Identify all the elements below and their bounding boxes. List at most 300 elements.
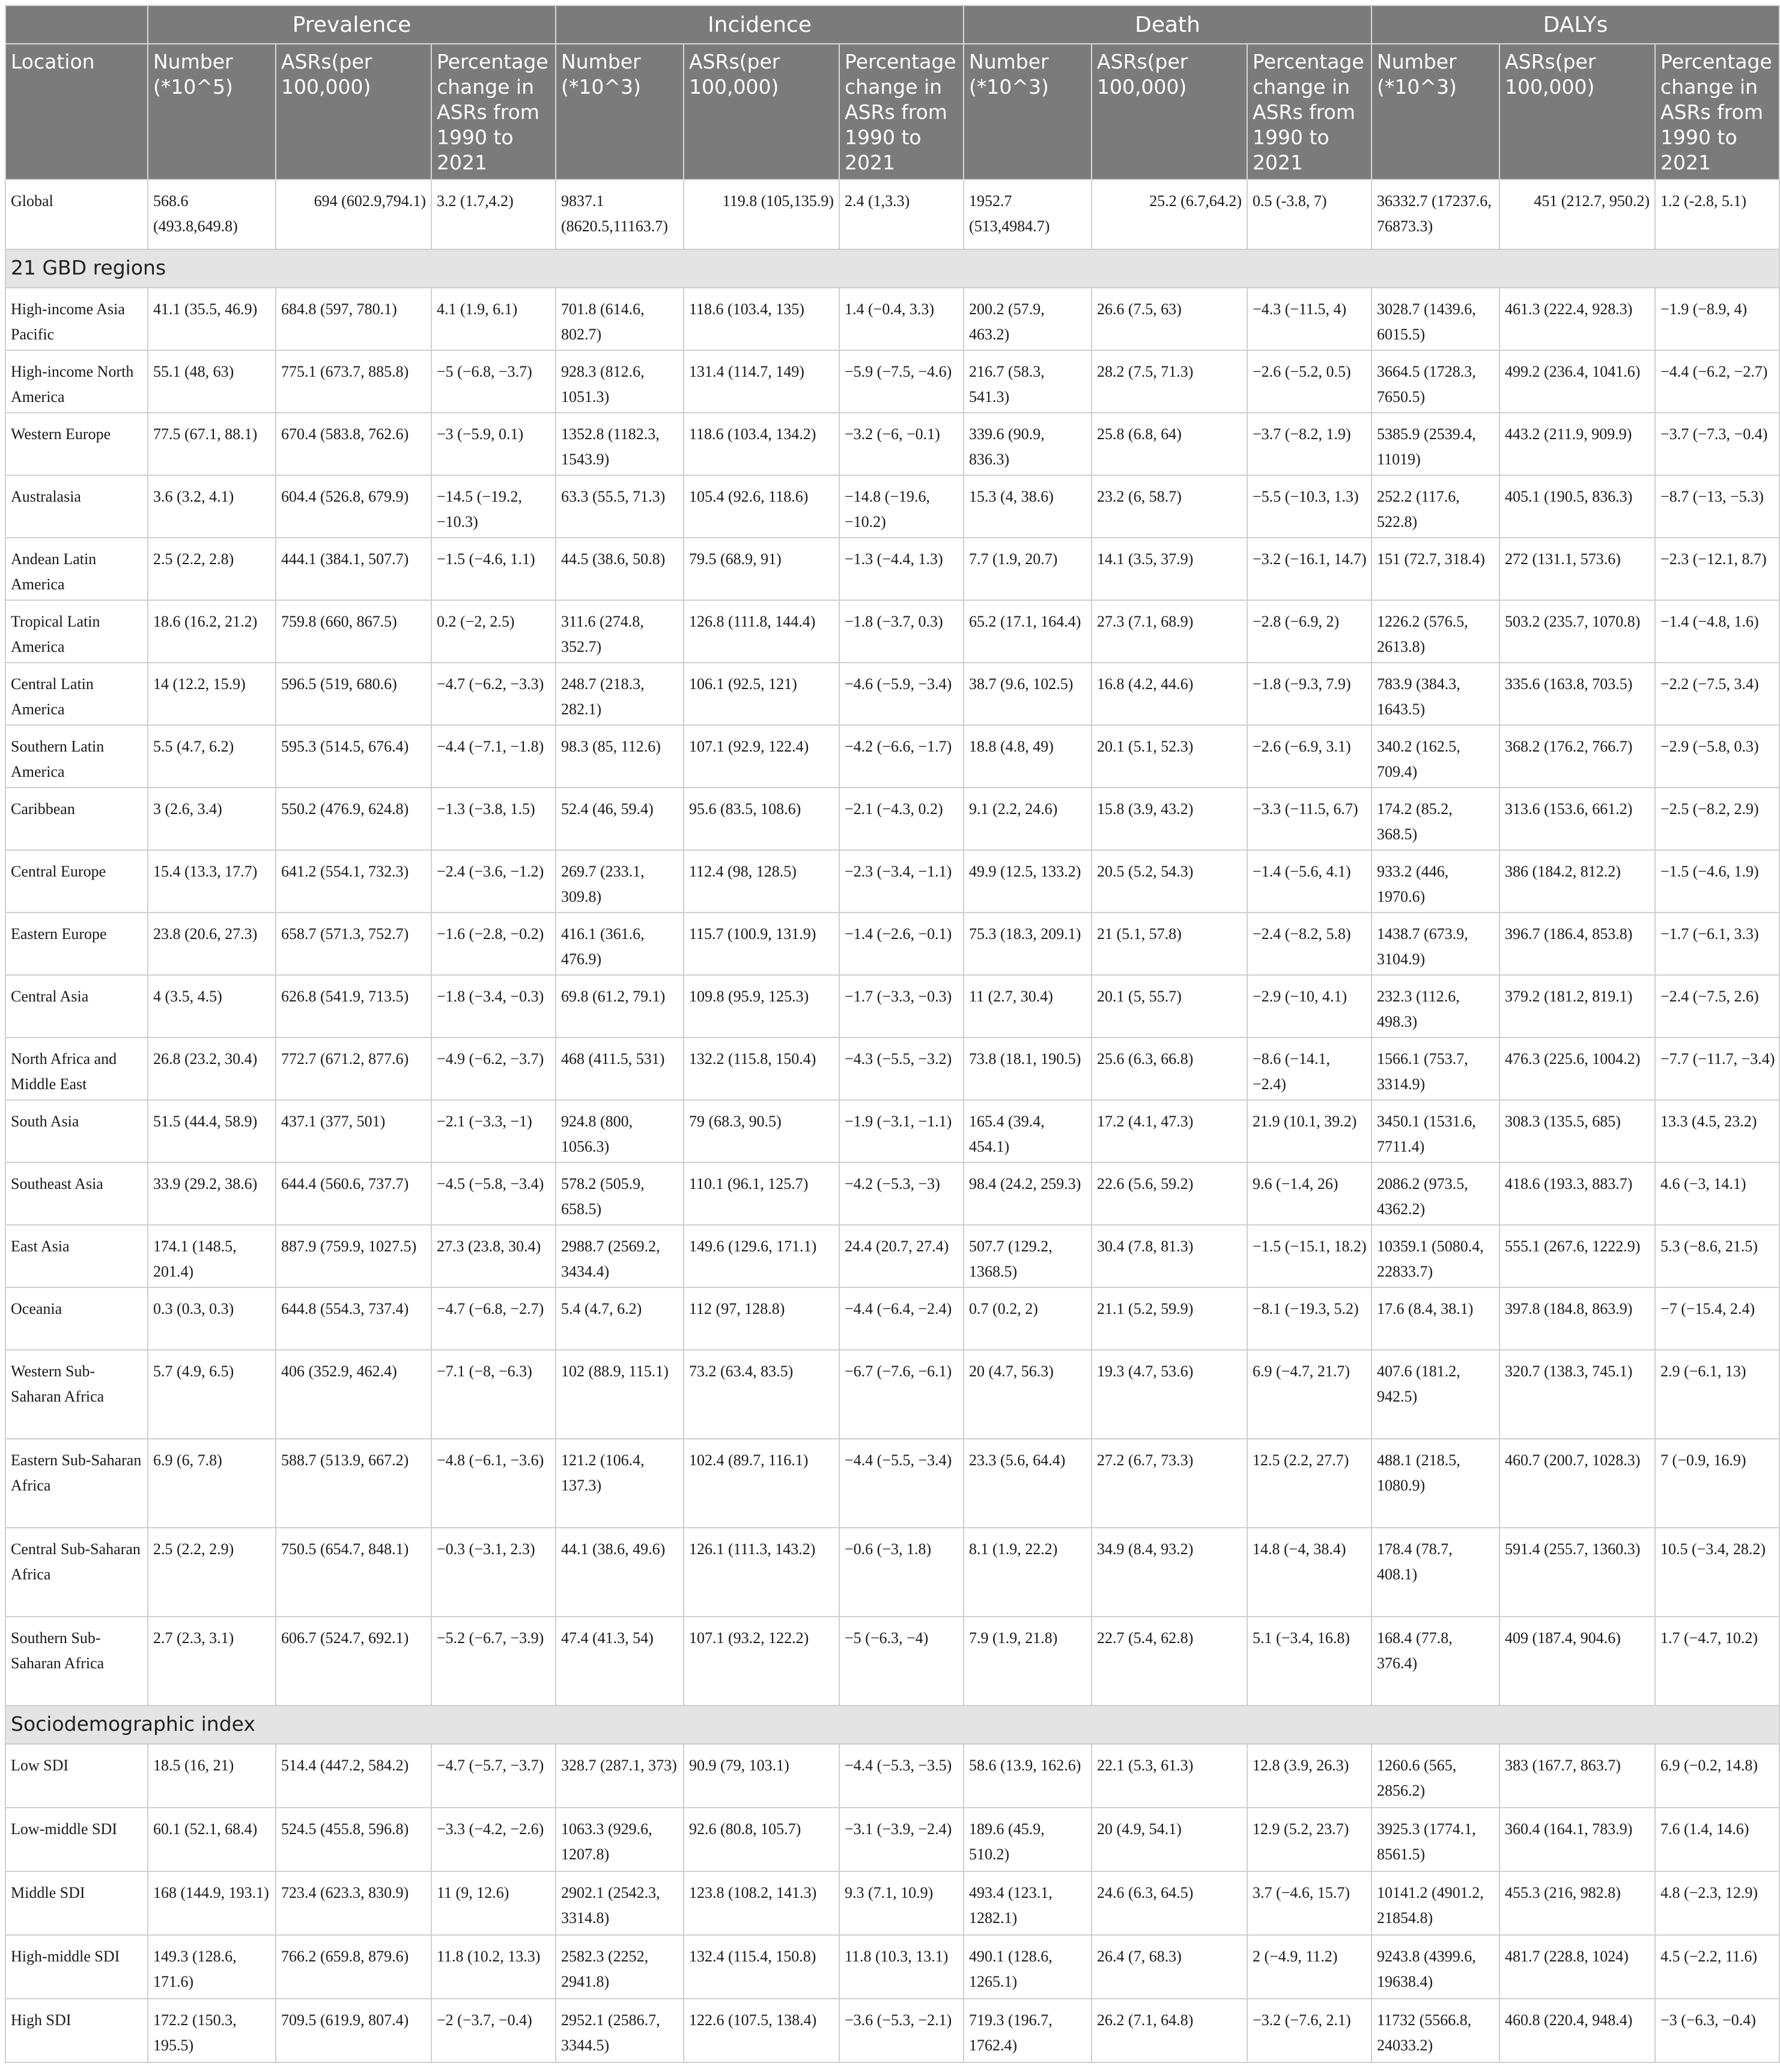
location-cell: High-income North America xyxy=(5,350,148,413)
value-cell: 55.1 (48, 63) xyxy=(148,350,276,413)
value-cell: 174.2 (85.2, 368.5) xyxy=(1371,788,1499,850)
value-cell: 14 (12.2, 15.9) xyxy=(148,663,276,725)
value-cell: 118.6 (103.4, 135) xyxy=(684,288,839,350)
value-cell: 933.2 (446, 1970.6) xyxy=(1371,850,1499,913)
value-cell: 44.5 (38.6, 50.8) xyxy=(556,538,684,600)
value-cell: 27.3 (23.8, 30.4) xyxy=(431,1225,556,1287)
value-cell: 12.8 (3.9, 26.3) xyxy=(1247,1744,1371,1808)
value-cell: 503.2 (235.7, 1070.8) xyxy=(1499,600,1655,663)
header-death-number: Number (*10^3) xyxy=(964,44,1092,180)
value-cell: 102 (88.9, 115.1) xyxy=(556,1350,684,1439)
value-cell: −1.5 (−4.6, 1.1) xyxy=(431,538,556,600)
value-cell: −4.9 (−6.2, −3.7) xyxy=(431,1038,556,1100)
value-cell: 21 (5.1, 57.8) xyxy=(1092,913,1247,975)
value-cell: 416.1 (361.6, 476.9) xyxy=(556,913,684,975)
value-cell: −2.1 (−3.3, −1) xyxy=(431,1100,556,1162)
value-cell: 7.7 (1.9, 20.7) xyxy=(964,538,1092,600)
table-row xyxy=(5,288,1779,350)
value-cell: 418.6 (193.3, 883.7) xyxy=(1499,1162,1655,1225)
value-cell: 73.8 (18.1, 190.5) xyxy=(964,1038,1092,1100)
value-cell: 493.4 (123.1, 1282.1) xyxy=(964,1871,1092,1935)
location-cell: Eastern Europe xyxy=(5,913,148,975)
location-cell: Central Europe xyxy=(5,850,148,913)
value-cell: −7.7 (−11.7, −3.4) xyxy=(1655,1038,1779,1100)
value-cell: −3.2 (−16.1, 14.7) xyxy=(1247,538,1371,600)
value-cell: 3664.5 (1728.3, 7650.5) xyxy=(1371,350,1499,413)
table-row xyxy=(5,1617,1779,1706)
value-cell: 95.6 (83.5, 108.6) xyxy=(684,788,839,850)
location-cell: Tropical Latin America xyxy=(5,600,148,663)
value-cell: 409 (187.4, 904.6) xyxy=(1499,1617,1655,1706)
value-cell: 119.8 (105,135.9) xyxy=(684,180,839,249)
value-cell: 499.2 (236.4, 1041.6) xyxy=(1499,350,1655,413)
value-cell: 4 (3.5, 4.5) xyxy=(148,975,276,1038)
table-row xyxy=(5,1999,1779,2062)
value-cell: −4.7 (−6.8, −2.7) xyxy=(431,1287,556,1350)
value-cell: 460.8 (220.4, 948.4) xyxy=(1499,1999,1655,2062)
value-cell: 368.2 (176.2, 766.7) xyxy=(1499,725,1655,788)
value-cell: 1.7 (−4.7, 10.2) xyxy=(1655,1617,1779,1706)
value-cell: 9243.8 (4399.6, 19638.4) xyxy=(1371,1935,1499,1999)
value-cell: −4.4 (−6.4, −2.4) xyxy=(839,1287,964,1350)
header-prevalence: Prevalence xyxy=(148,5,556,44)
value-cell: 759.8 (660, 867.5) xyxy=(276,600,431,663)
value-cell: 126.8 (111.8, 144.4) xyxy=(684,600,839,663)
value-cell: −1.5 (−4.6, 1.9) xyxy=(1655,850,1779,913)
value-cell: −2.4 (−3.6, −1.2) xyxy=(431,850,556,913)
table-row xyxy=(5,1528,1779,1617)
table-row xyxy=(5,1225,1779,1287)
table-row xyxy=(5,1038,1779,1100)
value-cell: 20 (4.7, 56.3) xyxy=(964,1350,1092,1439)
value-cell: 9.1 (2.2, 24.6) xyxy=(964,788,1092,850)
value-cell: 701.8 (614.6, 802.7) xyxy=(556,288,684,350)
value-cell: 11 (9, 12.6) xyxy=(431,1871,556,1935)
value-cell: 79 (68.3, 90.5) xyxy=(684,1100,839,1162)
value-cell: −14.8 (−19.6, −10.2) xyxy=(839,475,964,538)
header-blank xyxy=(5,5,148,44)
value-cell: −1.9 (−8.9, 4) xyxy=(1655,288,1779,350)
value-cell: 5.7 (4.9, 6.5) xyxy=(148,1350,276,1439)
value-cell: 588.7 (513.9, 667.2) xyxy=(276,1439,431,1528)
value-cell: −2.3 (−3.4, −1.1) xyxy=(839,850,964,913)
location-cell: High SDI xyxy=(5,1999,148,2062)
value-cell: 2.5 (2.2, 2.8) xyxy=(148,538,276,600)
value-cell: 1.2 (-2.8, 5.1) xyxy=(1655,180,1779,249)
value-cell: 488.1 (218.5, 1080.9) xyxy=(1371,1439,1499,1528)
value-cell: 320.7 (138.3, 745.1) xyxy=(1499,1350,1655,1439)
value-cell: 644.8 (554.3, 737.4) xyxy=(276,1287,431,1350)
value-cell: 189.6 (45.9, 510.2) xyxy=(964,1808,1092,1871)
value-cell: 10359.1 (5080.4, 22833.7) xyxy=(1371,1225,1499,1287)
value-cell: 27.2 (6.7, 73.3) xyxy=(1092,1439,1247,1528)
value-cell: 33.9 (29.2, 38.6) xyxy=(148,1162,276,1225)
value-cell: 60.1 (52.1, 68.4) xyxy=(148,1808,276,1871)
location-cell: Southern Sub-Saharan Africa xyxy=(5,1617,148,1706)
value-cell: 30.4 (7.8, 81.3) xyxy=(1092,1225,1247,1287)
value-cell: −5.2 (−6.7, −3.9) xyxy=(431,1617,556,1706)
table-row xyxy=(5,538,1779,600)
value-cell: −1.9 (−3.1, −1.1) xyxy=(839,1100,964,1162)
value-cell: 11732 (5566.8, 24033.2) xyxy=(1371,1999,1499,2062)
location-cell: Western Europe xyxy=(5,413,148,475)
value-cell: 6.9 (−4.7, 21.7) xyxy=(1247,1350,1371,1439)
value-cell: −4.4 (−6.2, −2.7) xyxy=(1655,350,1779,413)
value-cell: 750.5 (654.7, 848.1) xyxy=(276,1528,431,1617)
table-row xyxy=(5,913,1779,975)
sub-header-row xyxy=(5,44,1779,180)
value-cell: 20 (4.9, 54.1) xyxy=(1092,1808,1247,1871)
value-cell: 22.6 (5.6, 59.2) xyxy=(1092,1162,1247,1225)
value-cell: −4.8 (−6.1, −3.6) xyxy=(431,1439,556,1528)
value-cell: −2.6 (−6.9, 3.1) xyxy=(1247,725,1371,788)
value-cell: 379.2 (181.2, 819.1) xyxy=(1499,975,1655,1038)
value-cell: 596.5 (519, 680.6) xyxy=(276,663,431,725)
value-cell: −1.8 (−9.3, 7.9) xyxy=(1247,663,1371,725)
value-cell: −3 (−6.3, −0.4) xyxy=(1655,1999,1779,2062)
value-cell: 719.3 (196.7, 1762.4) xyxy=(964,1999,1092,2062)
location-cell: Eastern Sub-Saharan Africa xyxy=(5,1439,148,1528)
value-cell: −4.4 (−5.3, −3.5) xyxy=(839,1744,964,1808)
value-cell: 174.1 (148.5, 201.4) xyxy=(148,1225,276,1287)
value-cell: 248.7 (218.3, 282.1) xyxy=(556,663,684,725)
value-cell: 26.2 (7.1, 64.8) xyxy=(1092,1999,1247,2062)
value-cell: −4.4 (−7.1, −1.8) xyxy=(431,725,556,788)
value-cell: 69.8 (61.2, 79.1) xyxy=(556,975,684,1038)
value-cell: 11 (2.7, 30.4) xyxy=(964,975,1092,1038)
value-cell: 24.6 (6.3, 64.5) xyxy=(1092,1871,1247,1935)
table-row xyxy=(5,1808,1779,1871)
value-cell: 1566.1 (753.7, 3314.9) xyxy=(1371,1038,1499,1100)
value-cell: −3.7 (−7.3, −0.4) xyxy=(1655,413,1779,475)
table-row xyxy=(5,975,1779,1038)
value-cell: 22.7 (5.4, 62.8) xyxy=(1092,1617,1247,1706)
value-cell: 44.1 (38.6, 49.6) xyxy=(556,1528,684,1617)
value-cell: 49.9 (12.5, 133.2) xyxy=(964,850,1092,913)
value-cell: −1.4 (−4.8, 1.6) xyxy=(1655,600,1779,663)
value-cell: 26.8 (23.2, 30.4) xyxy=(148,1038,276,1100)
table-row xyxy=(5,1935,1779,1999)
value-cell: 461.3 (222.4, 928.3) xyxy=(1499,288,1655,350)
table-row xyxy=(5,1100,1779,1162)
value-cell: 406 (352.9, 462.4) xyxy=(276,1350,431,1439)
value-cell: 126.1 (111.3, 143.2) xyxy=(684,1528,839,1617)
value-cell: 110.1 (96.1, 125.7) xyxy=(684,1162,839,1225)
value-cell: 507.7 (129.2, 1368.5) xyxy=(964,1225,1092,1287)
value-cell: −2.4 (−7.5, 2.6) xyxy=(1655,975,1779,1038)
table-row xyxy=(5,475,1779,538)
value-cell: 12.5 (2.2, 27.7) xyxy=(1247,1439,1371,1528)
value-cell: 437.1 (377, 501) xyxy=(276,1100,431,1162)
value-cell: −4.2 (−5.3, −3) xyxy=(839,1162,964,1225)
value-cell: −4.3 (−11.5, 4) xyxy=(1247,288,1371,350)
value-cell: 15.4 (13.3, 17.7) xyxy=(148,850,276,913)
value-cell: 723.4 (623.3, 830.9) xyxy=(276,1871,431,1935)
value-cell: 5.5 (4.7, 6.2) xyxy=(148,725,276,788)
value-cell: 887.9 (759.9, 1027.5) xyxy=(276,1225,431,1287)
value-cell: 0.2 (−2, 2.5) xyxy=(431,600,556,663)
value-cell: 550.2 (476.9, 624.8) xyxy=(276,788,431,850)
value-cell: 25.2 (6.7,64.2) xyxy=(1092,180,1247,249)
value-cell: −6.7 (−7.6, −6.1) xyxy=(839,1350,964,1439)
value-cell: 0.5 (-3.8, 7) xyxy=(1247,180,1371,249)
value-cell: 272 (131.1, 573.6) xyxy=(1499,538,1655,600)
header-death-change: Percentage change in ASRs from 1990 to 2021 xyxy=(1247,44,1371,180)
value-cell: 6.9 (−0.2, 14.8) xyxy=(1655,1744,1779,1808)
value-cell: 328.7 (287.1, 373) xyxy=(556,1744,684,1808)
value-cell: −3 (−5.9, 0.1) xyxy=(431,413,556,475)
location-cell: Western Sub-Saharan Africa xyxy=(5,1350,148,1439)
value-cell: 626.8 (541.9, 713.5) xyxy=(276,975,431,1038)
value-cell: 131.4 (114.7, 149) xyxy=(684,350,839,413)
value-cell: 2952.1 (2586.7, 3344.5) xyxy=(556,1999,684,2062)
value-cell: −2.6 (−5.2, 0.5) xyxy=(1247,350,1371,413)
table-body xyxy=(5,180,1779,2062)
value-cell: 766.2 (659.8, 879.6) xyxy=(276,1935,431,1999)
value-cell: 308.3 (135.5, 685) xyxy=(1499,1100,1655,1162)
table-row xyxy=(5,180,1779,249)
value-cell: 3.7 (−4.6, 15.7) xyxy=(1247,1871,1371,1935)
value-cell: −4.7 (−5.7, −3.7) xyxy=(431,1744,556,1808)
table-row xyxy=(5,1439,1779,1528)
value-cell: −3.3 (−11.5, 6.7) xyxy=(1247,788,1371,850)
location-cell: Southern Latin America xyxy=(5,725,148,788)
value-cell: −2.8 (−6.9, 2) xyxy=(1247,600,1371,663)
location-cell: Australasia xyxy=(5,475,148,538)
value-cell: 90.9 (79, 103.1) xyxy=(684,1744,839,1808)
value-cell: 311.6 (274.8, 352.7) xyxy=(556,600,684,663)
location-cell: Central Asia xyxy=(5,975,148,1038)
value-cell: 8.1 (1.9, 22.2) xyxy=(964,1528,1092,1617)
value-cell: 21.1 (5.2, 59.9) xyxy=(1092,1287,1247,1350)
value-cell: −4.3 (−5.5, −3.2) xyxy=(839,1038,964,1100)
value-cell: 106.1 (92.5, 121) xyxy=(684,663,839,725)
value-cell: 468 (411.5, 531) xyxy=(556,1038,684,1100)
value-cell: 132.4 (115.4, 150.8) xyxy=(684,1935,839,1999)
value-cell: −3.2 (−6, −0.1) xyxy=(839,413,964,475)
value-cell: 10.5 (−3.4, 28.2) xyxy=(1655,1528,1779,1617)
value-cell: 14.8 (−4, 38.4) xyxy=(1247,1528,1371,1617)
value-cell: 4.1 (1.9, 6.1) xyxy=(431,288,556,350)
value-cell: 1952.7 (513,4984.7) xyxy=(964,180,1092,249)
value-cell: 476.3 (225.6, 1004.2) xyxy=(1499,1038,1655,1100)
value-cell: 3.6 (3.2, 4.1) xyxy=(148,475,276,538)
value-cell: 107.1 (92.9, 122.4) xyxy=(684,725,839,788)
value-cell: 20.1 (5, 55.7) xyxy=(1092,975,1247,1038)
header-death: Death xyxy=(964,5,1371,44)
value-cell: 23.8 (20.6, 27.3) xyxy=(148,913,276,975)
value-cell: −2.5 (−8.2, 2.9) xyxy=(1655,788,1779,850)
value-cell: 168.4 (77.8, 376.4) xyxy=(1371,1617,1499,1706)
location-cell: East Asia xyxy=(5,1225,148,1287)
value-cell: 397.8 (184.8, 863.9) xyxy=(1499,1287,1655,1350)
value-cell: 15.3 (4, 38.6) xyxy=(964,475,1092,538)
value-cell: 684.8 (597, 780.1) xyxy=(276,288,431,350)
value-cell: 22.1 (5.3, 61.3) xyxy=(1092,1744,1247,1808)
value-cell: 107.1 (93.2, 122.2) xyxy=(684,1617,839,1706)
header-dalys-asr: ASRs(per 100,000) xyxy=(1499,44,1655,180)
value-cell: 2.4 (1,3.3) xyxy=(839,180,964,249)
value-cell: 20.5 (5.2, 54.3) xyxy=(1092,850,1247,913)
value-cell: 112 (97, 128.8) xyxy=(684,1287,839,1350)
table-row xyxy=(5,725,1779,788)
value-cell: 23.2 (6, 58.7) xyxy=(1092,475,1247,538)
group-header-row xyxy=(5,5,1779,44)
value-cell: 339.6 (90.9, 836.3) xyxy=(964,413,1092,475)
value-cell: −3.2 (−7.6, 2.1) xyxy=(1247,1999,1371,2062)
value-cell: 34.9 (8.4, 93.2) xyxy=(1092,1528,1247,1617)
table-row xyxy=(5,350,1779,413)
value-cell: 98.4 (24.2, 259.3) xyxy=(964,1162,1092,1225)
value-cell: 26.6 (7.5, 63) xyxy=(1092,288,1247,350)
value-cell: −2.9 (−5.8, 0.3) xyxy=(1655,725,1779,788)
location-cell: North Africa and Middle East xyxy=(5,1038,148,1100)
value-cell: 1.4 (−0.4, 3.3) xyxy=(839,288,964,350)
value-cell: 47.4 (41.3, 54) xyxy=(556,1617,684,1706)
header-location: Location xyxy=(5,44,148,180)
value-cell: 63.3 (55.5, 71.3) xyxy=(556,475,684,538)
location-cell: Central Latin America xyxy=(5,663,148,725)
value-cell: −3.1 (−3.9, −2.4) xyxy=(839,1808,964,1871)
value-cell: 16.8 (4.2, 44.6) xyxy=(1092,663,1247,725)
value-cell: −5 (−6.8, −3.7) xyxy=(431,350,556,413)
value-cell: 578.2 (505.9, 658.5) xyxy=(556,1162,684,1225)
value-cell: −1.7 (−3.3, −0.3) xyxy=(839,975,964,1038)
value-cell: 455.3 (216, 982.8) xyxy=(1499,1871,1655,1935)
table-row xyxy=(5,663,1779,725)
value-cell: 9837.1 (8620.5,11163.7) xyxy=(556,180,684,249)
header-incidence-number: Number (*10^3) xyxy=(556,44,684,180)
value-cell: −4.2 (−6.6, −1.7) xyxy=(839,725,964,788)
value-cell: 58.6 (13.9, 162.6) xyxy=(964,1744,1092,1808)
value-cell: −1.7 (−6.1, 3.3) xyxy=(1655,913,1779,975)
value-cell: −1.3 (−4.4, 1.3) xyxy=(839,538,964,600)
value-cell: 252.2 (117.6, 522.8) xyxy=(1371,475,1499,538)
value-cell: −4.4 (−5.5, −3.4) xyxy=(839,1439,964,1528)
value-cell: 5.4 (4.7, 6.2) xyxy=(556,1287,684,1350)
value-cell: 396.7 (186.4, 853.8) xyxy=(1499,913,1655,975)
value-cell: −1.6 (−2.8, −0.2) xyxy=(431,913,556,975)
value-cell: −2.2 (−7.5, 3.4) xyxy=(1655,663,1779,725)
value-cell: 5.3 (−8.6, 21.5) xyxy=(1655,1225,1779,1287)
value-cell: 5.1 (−3.4, 16.8) xyxy=(1247,1617,1371,1706)
value-cell: −4.7 (−6.2, −3.3) xyxy=(431,663,556,725)
value-cell: 41.1 (35.5, 46.9) xyxy=(148,288,276,350)
value-cell: 383 (167.7, 863.7) xyxy=(1499,1744,1655,1808)
header-prevalence-number: Number (*10^5) xyxy=(148,44,276,180)
header-death-asr: ASRs(per 100,000) xyxy=(1092,44,1247,180)
value-cell: 340.2 (162.5, 709.4) xyxy=(1371,725,1499,788)
value-cell: −8.7 (−13, −5.3) xyxy=(1655,475,1779,538)
section-label: 21 GBD regions xyxy=(5,249,1779,288)
value-cell: 460.7 (200.7, 1028.3) xyxy=(1499,1439,1655,1528)
location-cell: Southeast Asia xyxy=(5,1162,148,1225)
value-cell: 928.3 (812.6, 1051.3) xyxy=(556,350,684,413)
header-prevalence-change: Percentage change in ASRs from 1990 to 2021 xyxy=(431,44,556,180)
header-incidence-asr: ASRs(per 100,000) xyxy=(684,44,839,180)
value-cell: 2988.7 (2569.2, 3434.4) xyxy=(556,1225,684,1287)
value-cell: 1352.8 (1182.3, 1543.9) xyxy=(556,413,684,475)
value-cell: 25.8 (6.8, 64) xyxy=(1092,413,1247,475)
section-label: Sociodemographic index xyxy=(5,1706,1779,1744)
value-cell: −1.5 (−15.1, 18.2) xyxy=(1247,1225,1371,1287)
value-cell: 13.3 (4.5, 23.2) xyxy=(1655,1100,1779,1162)
value-cell: 386 (184.2, 812.2) xyxy=(1499,850,1655,913)
value-cell: 451 (212.7, 950.2) xyxy=(1499,180,1655,249)
value-cell: −3.3 (−4.2, −2.6) xyxy=(431,1808,556,1871)
value-cell: 27.3 (7.1, 68.9) xyxy=(1092,600,1247,663)
value-cell: −0.3 (−3.1, 2.3) xyxy=(431,1528,556,1617)
value-cell: 2.9 (−6.1, 13) xyxy=(1655,1350,1779,1439)
value-cell: 490.1 (128.6, 1265.1) xyxy=(964,1935,1092,1999)
value-cell: 407.6 (181.2, 942.5) xyxy=(1371,1350,1499,1439)
table-row xyxy=(5,1287,1779,1350)
value-cell: 335.6 (163.8, 703.5) xyxy=(1499,663,1655,725)
value-cell: 775.1 (673.7, 885.8) xyxy=(276,350,431,413)
value-cell: 444.1 (384.1, 507.7) xyxy=(276,538,431,600)
header-prevalence-asr: ASRs(per 100,000) xyxy=(276,44,431,180)
data-table xyxy=(5,5,1780,2063)
value-cell: 172.2 (150.3, 195.5) xyxy=(148,1999,276,2062)
value-cell: 2.7 (2.3, 3.1) xyxy=(148,1617,276,1706)
value-cell: 132.2 (115.8, 150.4) xyxy=(684,1038,839,1100)
value-cell: 658.7 (571.3, 752.7) xyxy=(276,913,431,975)
location-cell: Caribbean xyxy=(5,788,148,850)
value-cell: 118.6 (103.4, 134.2) xyxy=(684,413,839,475)
value-cell: 28.2 (7.5, 71.3) xyxy=(1092,350,1247,413)
value-cell: −5.5 (−10.3, 1.3) xyxy=(1247,475,1371,538)
value-cell: 641.2 (554.1, 732.3) xyxy=(276,850,431,913)
value-cell: −8.6 (−14.1, −2.4) xyxy=(1247,1038,1371,1100)
value-cell: 3.2 (1.7,4.2) xyxy=(431,180,556,249)
value-cell: 12.9 (5.2, 23.7) xyxy=(1247,1808,1371,1871)
location-cell: South Asia xyxy=(5,1100,148,1162)
value-cell: 92.6 (80.8, 105.7) xyxy=(684,1808,839,1871)
value-cell: −5 (−6.3, −4) xyxy=(839,1617,964,1706)
value-cell: 0.3 (0.3, 0.3) xyxy=(148,1287,276,1350)
value-cell: −5.9 (−7.5, −4.6) xyxy=(839,350,964,413)
value-cell: 36332.7 (17237.6, 76873.3) xyxy=(1371,180,1499,249)
table-row xyxy=(5,600,1779,663)
value-cell: 269.7 (233.1, 309.8) xyxy=(556,850,684,913)
value-cell: 2.5 (2.2, 2.9) xyxy=(148,1528,276,1617)
value-cell: 98.3 (85, 112.6) xyxy=(556,725,684,788)
value-cell: 772.7 (671.2, 877.6) xyxy=(276,1038,431,1100)
location-cell: Global xyxy=(5,180,148,249)
value-cell: −2.9 (−10, 4.1) xyxy=(1247,975,1371,1038)
section-row xyxy=(5,249,1779,288)
value-cell: 18.8 (4.8, 49) xyxy=(964,725,1092,788)
value-cell: −1.8 (−3.7, 0.3) xyxy=(839,600,964,663)
value-cell: 10141.2 (4901.2, 21854.8) xyxy=(1371,1871,1499,1935)
value-cell: 15.8 (3.9, 43.2) xyxy=(1092,788,1247,850)
value-cell: 165.4 (39.4, 454.1) xyxy=(964,1100,1092,1162)
value-cell: 644.4 (560.6, 737.7) xyxy=(276,1162,431,1225)
value-cell: 123.8 (108.2, 141.3) xyxy=(684,1871,839,1935)
value-cell: 21.9 (10.1, 39.2) xyxy=(1247,1100,1371,1162)
table-row xyxy=(5,1350,1779,1439)
value-cell: 7.9 (1.9, 21.8) xyxy=(964,1617,1092,1706)
header-dalys-change: Percentage change in ASRs from 1990 to 2021 xyxy=(1655,44,1779,180)
value-cell: 17.2 (4.1, 47.3) xyxy=(1092,1100,1247,1162)
value-cell: 6.9 (6, 7.8) xyxy=(148,1439,276,1528)
value-cell: −1.4 (−5.6, 4.1) xyxy=(1247,850,1371,913)
value-cell: 51.5 (44.4, 58.9) xyxy=(148,1100,276,1162)
value-cell: 568.6 (493.8,649.8) xyxy=(148,180,276,249)
value-cell: 115.7 (100.9, 131.9) xyxy=(684,913,839,975)
value-cell: −1.3 (−3.8, 1.5) xyxy=(431,788,556,850)
value-cell: 1260.6 (565, 2856.2) xyxy=(1371,1744,1499,1808)
